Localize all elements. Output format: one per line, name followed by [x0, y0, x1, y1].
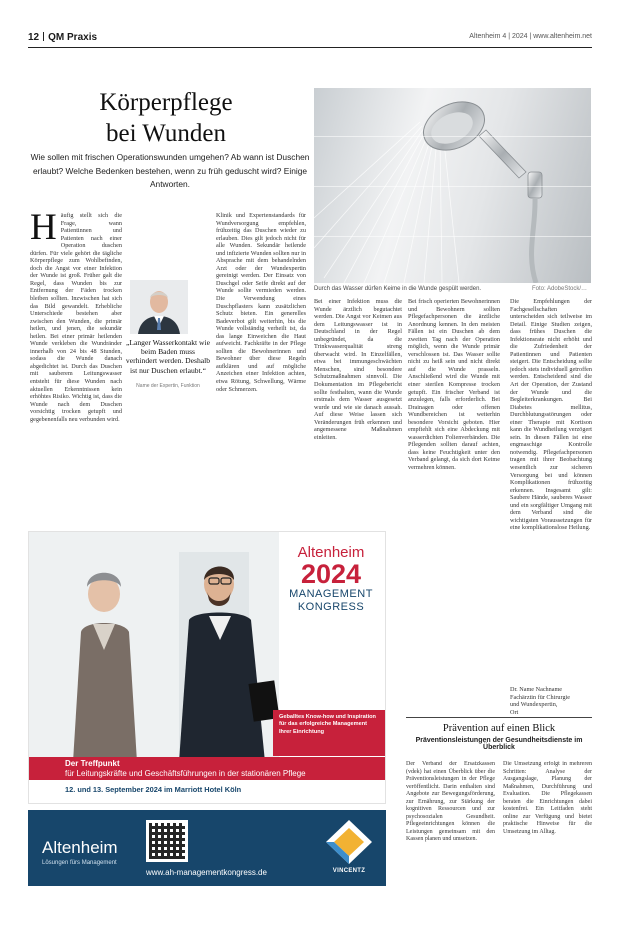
ad-brand-logo	[279, 544, 383, 614]
photo-caption: Durch das Wasser dürfen Keime in die Wunde gespült werden.	[314, 286, 482, 292]
page-number: 12	[28, 32, 40, 43]
ad-footer[interactable]	[28, 810, 386, 886]
section-name: QM Praxis	[48, 32, 98, 43]
ad-footer-logo-sub: Lösungen fürs Management	[42, 860, 117, 866]
article-column-1	[30, 212, 122, 528]
prevention-box	[406, 717, 592, 885]
article-column-4	[408, 298, 500, 708]
sponsor-name: VINCENTZ	[332, 868, 366, 874]
column-5-text: Die Empfehlungen der Fachgesellschaften unterscheiden sich teilweise im Detail. Einige Studien zeigen, dass frühes Duschen die Infektionsrate nicht erhöht und die Zufriedenheit der Patientinnen und Patienten steigert. Die Entscheidung sollte jedoch stets individuell getroffen werden. Entscheidend sind die Art der Operation, der Zustand der Wunde und die Begleiterkrankungen. Bei Diabetes mellitus, Durchblutungsstörungen oder einer Therapie mit Kortison kann die Wundheilung verzögert sein. In diesen Fällen ist eine engmaschige Kontrolle notwendig. Pflegefachpersonen tragen mit ihrer Beobachtung wesentlich zur sicheren Versorgung bei und können Komplikationen frühzeitig erkennen. Insgesamt gilt: Saubere Hände, sauberes Wasser und ein sorgfältiger Umgang mit dem Verband sind die wichtigsten Voraussetzungen für eine komplikationslose Heilung.	[510, 298, 592, 532]
shower-photo	[314, 88, 591, 283]
ad-brand-line-3: MANAGEMENT	[289, 588, 373, 600]
page-header	[28, 34, 592, 48]
box-column-2: Die Umsetzung erfolgt in mehreren Schritten: Analyse der Ausgangslage, Planung der Maßnahmen, Durchführung und Evaluation. Die Pflegekassen beraten die Einrichtungen dabei kostenfrei. Ein Leitfaden steht online zur Verfügung und bietet praktische Hinweise für die Umsetzung im Alltag.	[503, 761, 592, 835]
ad-claim-box: Geballtes Know-how und Inspiration für das erfolgreiche Management Ihrer Einrichtung	[273, 710, 385, 756]
article-teaser: Wie sollen mit frischen Operationswunden umgehen? Ab wann ist Duschen erlaubt? Welche Bedenken bestehen, wenn zu früh geduscht wird? Einige Antworten.	[30, 152, 310, 189]
expert-portrait	[130, 280, 188, 334]
congress-advertisement[interactable]	[28, 531, 386, 804]
column-2-text: Klinik und Expertenstandards für Wundversorgung empfehlen, frühzeitig das Duschen wieder zu erlauben. Dies gilt jedoch nicht für alle Wunden. Sekundär heilende und infizierte Wunden sollten nur in Absprache mit dem behandelnden Arzt oder der Wundexpertin gereinigt werden. Der Einsatz von Duschgel oder Seife direkt auf der Wunde sollte vermieden werden. Die Verwendung eines Duschpflasters kann zusätzlichen Schutz bieten. Ein generelles Badeverbot gilt weiterhin, bis die Wunde vollständig verheilt ist, da das lange Einweichen die Haut aufweicht. Fachkräfte in der Pflege sollten die Bewohnerinnen und Bewohner über diese Regeln aufklären und auf mögliche Anzeichen einer Infektion achten, etwa Rötung, Schwellung, Wärme oder Schmerzen.	[216, 212, 306, 393]
issue-info: Altenheim 4 | 2024 | www.altenheim.net	[469, 33, 592, 40]
title-line-2: bei Wunden	[105, 120, 227, 147]
ad-banner	[29, 757, 386, 780]
article-title	[30, 87, 302, 149]
column-4-text: Bei frisch operierten Bewohnerinnen und Bewohnern sollten Pflegefachpersonen die ärztliche Anordnung kennen. In den meisten Fällen ist ein Duschen ab dem zweiten Tag nach der Operation möglich, wenn die Wunde primär verschlossen ist. Das Wasser sollte nicht zu heiß sein und nicht direkt auf die Wunde prasseln. Anschließend wird die Wunde mit einer sterilen Kompresse trocken getupft. Ein frischer Verband ist anzulegen, falls erforderlich. Bei Drainagen oder offenen Wundbereichen ist weiterhin besondere Vorsicht geboten. Hier empfiehlt sich eine Abdeckung mit wasserdichten Folienverbänden. Die Pflegenden sollten darauf achten, dass keine Feuchtigkeit unter den Verband gelangt, da sich dort Keime vermehren können.	[408, 298, 500, 472]
author-signature: Dr. Name Nachname Fachärztin für Chirurgie und Wundexpertin, Ort	[510, 686, 571, 716]
box-column-1: Der Verband der Ersatzkassen (vdek) hat einen Überblick über die Präventionsleistungen in der Pflege veröffentlicht. Darin enthalten sind Angebote zur Bewegungsförderung, zur Ernährung, zur Stärkung der kognitiven Ressourcen und zur psychosozialen Gesundheit. Pflegeeinrichtungen können die Leistungen gemeinsam mit den Kassen planen und umsetzen.	[406, 761, 495, 842]
box-subtitle: Präventionsleistungen der Gesundheitsdienste im Überblick	[415, 737, 583, 751]
vincentz-logo-icon	[324, 818, 374, 866]
title-line-1: Körperpflege	[99, 89, 233, 116]
column-3-text: Bei einer Infektion muss die Wunde ärztlich begutachtet werden. Die Angst vor Keimen aus dem Leitungswasser ist in Deutschland in der Regel unbegründet, da die Trinkwasserqualität streng überwacht wird. In Einzelfällen, etwa bei immungeschwächten Menschen, sind besondere Schutzmaßnahmen sinnvoll. Die Dokumentation im Pflegebericht sollte festhalten, wann die Wunde erstmals dem Wasser ausgesetzt wurde und wie sie danach aussah. Auf diese Weise lassen sich Veränderungen früh erkennen und angemessene Maßnahmen einleiten.	[314, 298, 402, 441]
box-title: Prävention auf einen Blick	[442, 723, 556, 734]
pull-quote: „Langer Wasserkontakt wie beim Baden muss verhindert werden. Deshalb ist nur Duschen erlaubt.“	[125, 338, 211, 375]
ad-footer-logo: Altenheim	[42, 838, 118, 857]
ad-brand-line-4: KONGRESS	[297, 601, 365, 613]
ad-url-link[interactable]: www.ah-managementkongress.de	[146, 868, 267, 877]
column-1-text: äufig stellt sich die Frage, wann Patientinnen und Patienten nach einer Operation duschen dürfen. Für viele gehört die tägliche Körperpflege zum Wohlbefinden, doch die Angst vor einer Infektion der Wunde ist groß. Früher galt die Regel, dass Wunden bis zur Entfernung der Fäden trocken bleiben sollten. Inzwischen hat sich das Bild gewandelt. Erhebliche Unterschiede bestehen aber zwischen den Wunden, die primär heilen, und jenen, die sekundär heilen. Bei einer primär heilenden Wunde verkleben die Wundränder innerhalb von 24 bis 48 Stunden, sodass die Wunde danach abgedichtet ist. Durch das Duschen mit sauberem Leitungswasser entsteht für diese Wunden nach aktuellen Erkenntnissen kein erhöhtes Risiko. Wichtig ist, dass die Wunde nach dem Duschen vorsichtig trocken getupft und gegebenenfalls neu verbunden wird.	[30, 212, 122, 423]
page-number-section	[28, 32, 97, 43]
pull-quote-attribution: Name der Expertin, Funktion	[136, 383, 200, 389]
article-column-5	[510, 298, 592, 682]
ad-banner-text: für Leitungskräfte und Geschäftsführungen in der stationären Pflege	[65, 769, 306, 778]
qr-code-icon[interactable]	[146, 820, 188, 862]
photo-credit: Foto: AdobeStock/…	[532, 286, 588, 292]
ad-people-illustration	[29, 532, 279, 762]
ad-brand-year: 2024	[300, 559, 362, 589]
drop-cap: H	[30, 212, 57, 248]
ad-brand-line-1: Altenheim	[297, 544, 365, 561]
article-column-3	[314, 298, 402, 518]
article-column-2	[216, 212, 306, 528]
header-separator	[43, 32, 44, 41]
ad-event-date: 12. und 13. September 2024 im Marriott Hotel Köln	[65, 785, 242, 794]
ad-banner-title: Der Treffpunkt	[65, 759, 120, 768]
